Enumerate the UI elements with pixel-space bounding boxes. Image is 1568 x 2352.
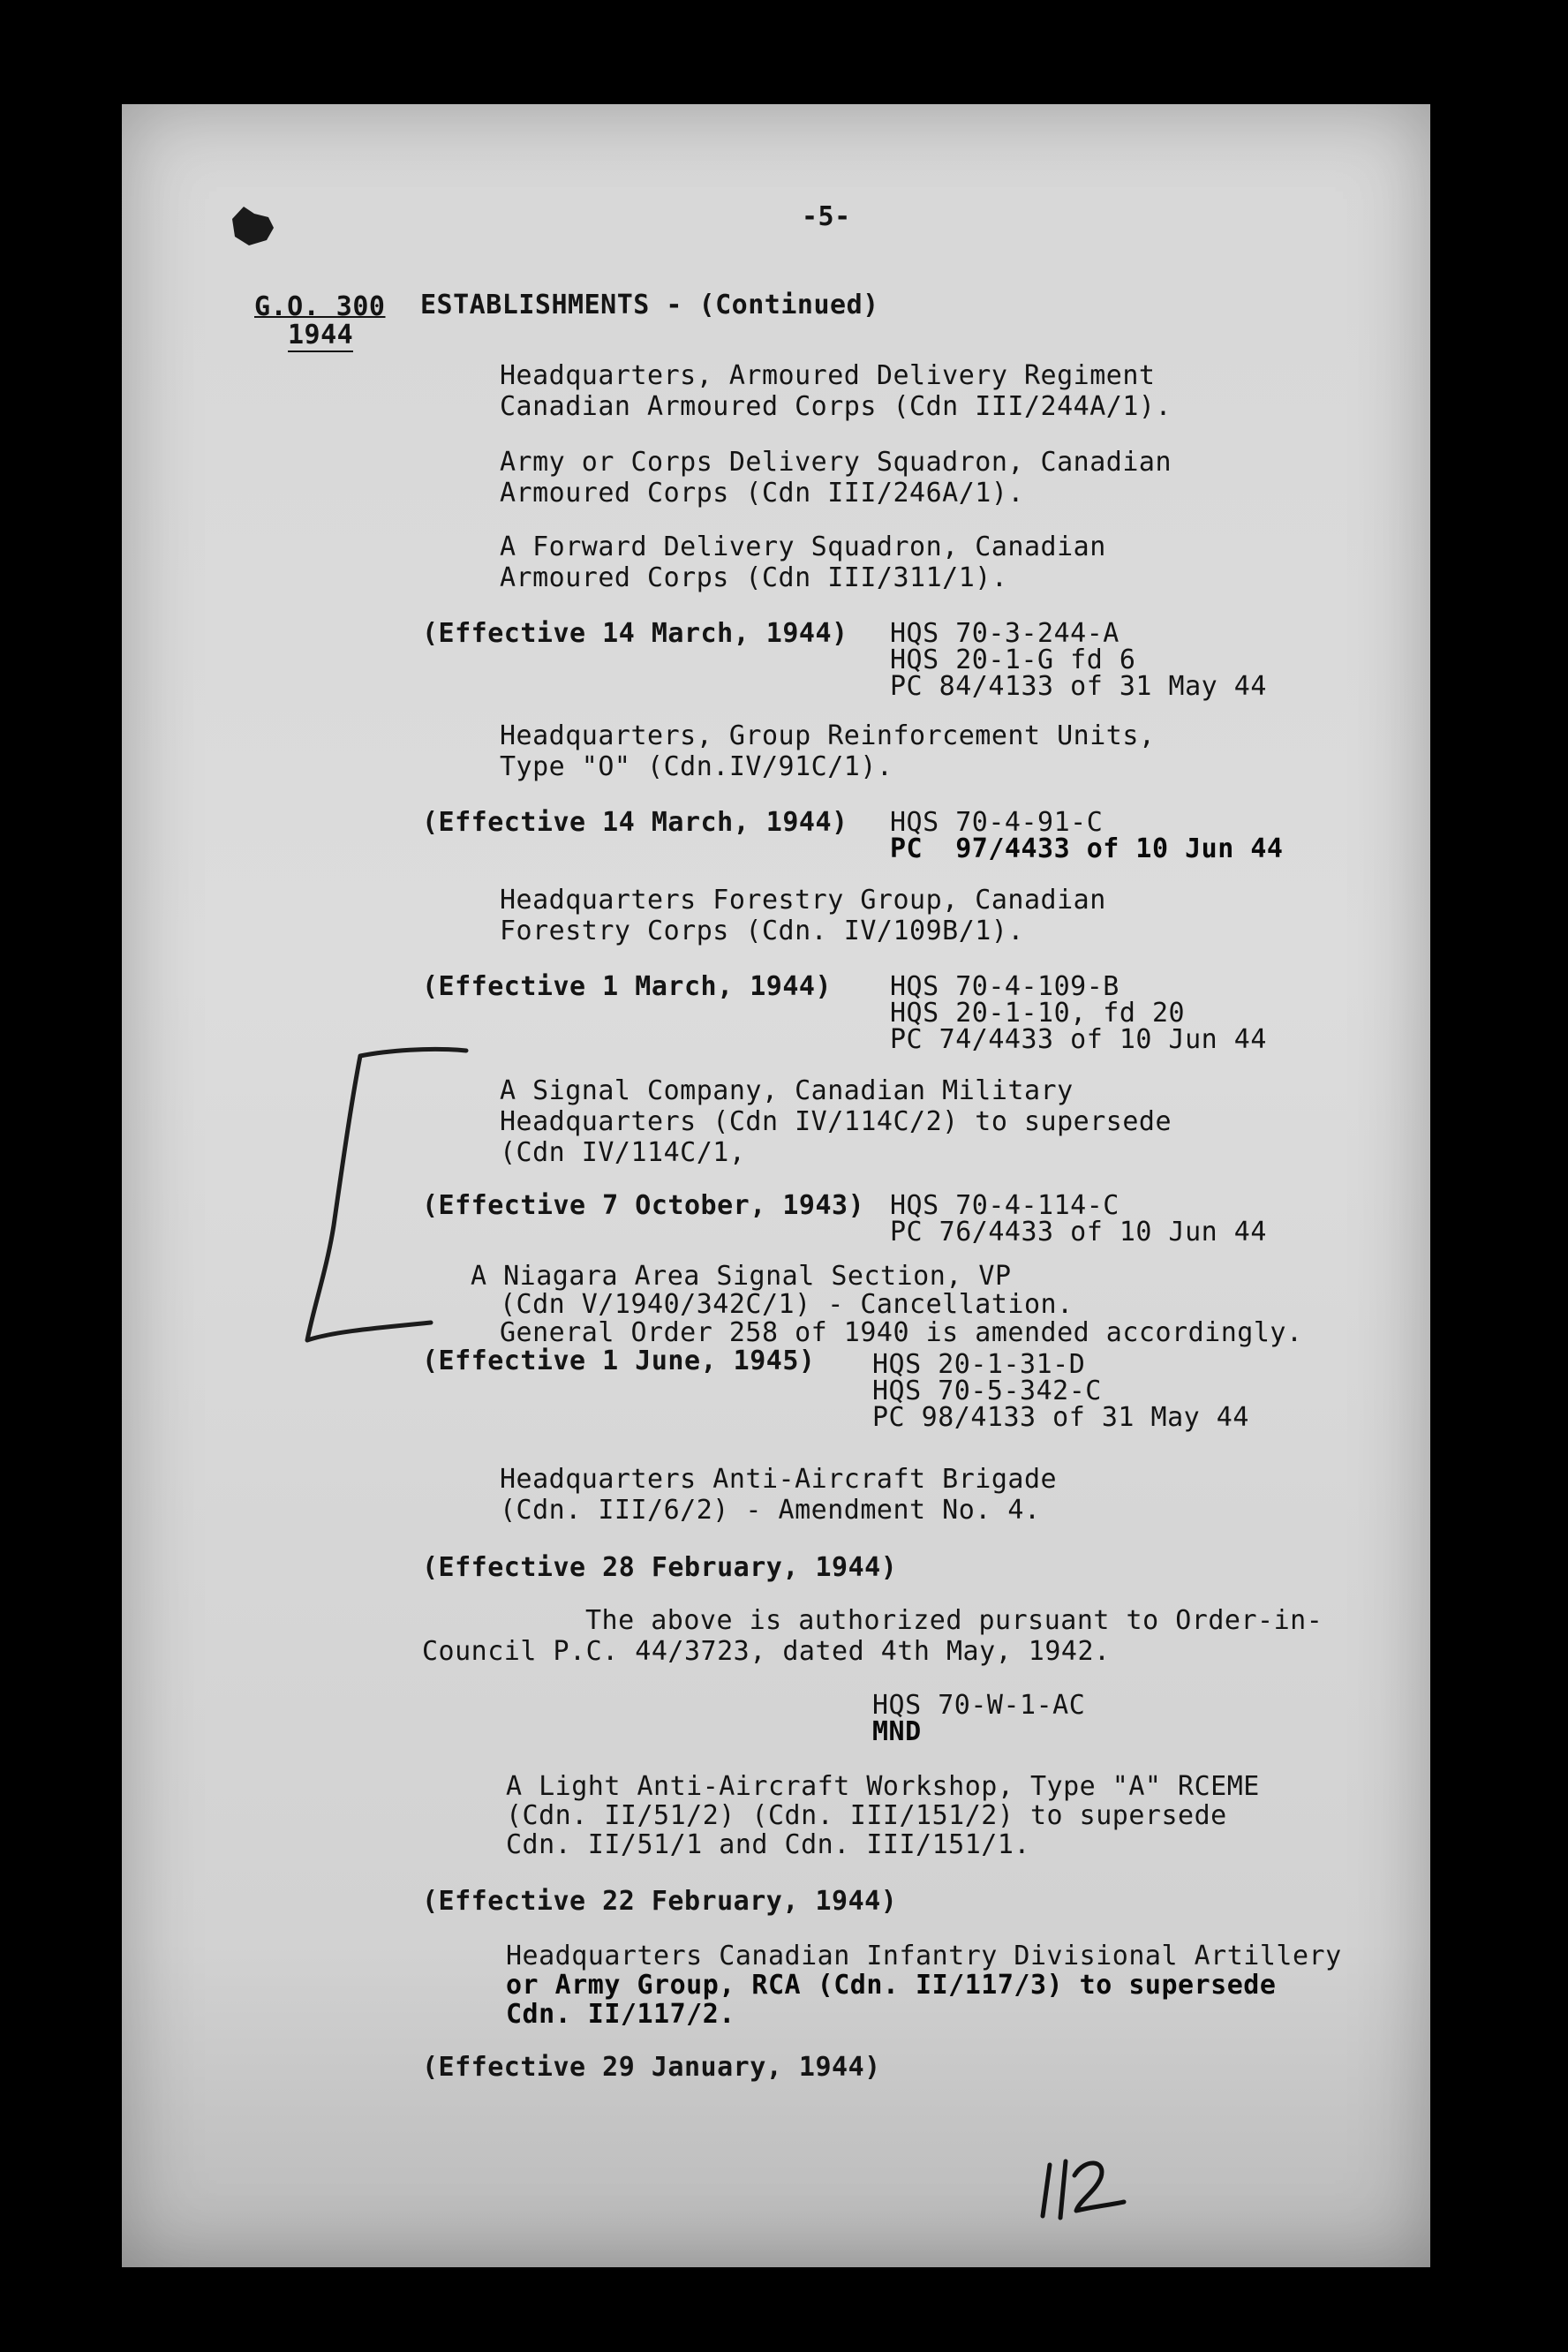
handwritten-page-mark: [1036, 2152, 1133, 2223]
entry-line: (Cdn V/1940/342C/1) - Cancellation.: [500, 1289, 1074, 1320]
section-title: ESTABLISHMENTS - (Continued): [420, 290, 879, 320]
entry-line: Cdn. II/51/1 and Cdn. III/151/1.: [506, 1829, 1030, 1860]
entry-line: Cdn. II/117/2.: [506, 1999, 735, 2030]
entry-line: Army or Corps Delivery Squadron, Canadian: [500, 447, 1172, 478]
entry-line: Headquarters, Group Reinforcement Units,: [500, 720, 1156, 751]
entry-line: Type "O" (Cdn.IV/91C/1).: [500, 751, 893, 782]
reference-line: HQS 70-4-91-C: [890, 807, 1104, 838]
entry-line: Headquarters, Armoured Delivery Regiment: [500, 360, 1156, 391]
entry-line: Armoured Corps (Cdn III/246A/1).: [500, 478, 1024, 509]
entry-line: Armoured Corps (Cdn III/311/1).: [500, 562, 1008, 593]
reference-line: PC 97/4433 of 10 Jun 44: [890, 833, 1284, 864]
paragraph-line: The above is authorized pursuant to Order-in-: [585, 1605, 1323, 1636]
page-number: -5-: [802, 201, 851, 232]
entry-line: Headquarters Forestry Group, Canadian: [500, 885, 1106, 916]
reference-line: HQS 70-4-114-C: [890, 1190, 1119, 1221]
entry-line: A Signal Company, Canadian Military: [500, 1075, 1074, 1106]
entry-line: A Niagara Area Signal Section, VP: [471, 1261, 1012, 1292]
reference-line: HQS 70-W-1-AC: [872, 1690, 1086, 1721]
corner-mark-icon: [228, 201, 281, 254]
entry-line: A Forward Delivery Squadron, Canadian: [500, 531, 1106, 562]
reference-line: MND: [872, 1716, 922, 1747]
entry-line: Headquarters (Cdn IV/114C/2) to supersede: [500, 1106, 1172, 1137]
effective-date: (Effective 22 February, 1944): [422, 1886, 898, 1917]
reference-line: HQS 70-4-109-B: [890, 971, 1119, 1002]
reference-line: HQS 70-3-244-A: [890, 618, 1119, 649]
effective-date: (Effective 14 March, 1944): [422, 618, 848, 649]
reference-line: PC 76/4433 of 10 Jun 44: [890, 1217, 1267, 1248]
effective-date: (Effective 1 March, 1944): [422, 971, 833, 1002]
entry-line: General Order 258 of 1940 is amended accordingly.: [500, 1317, 1303, 1348]
effective-date: (Effective 14 March, 1944): [422, 807, 848, 838]
reference-line: PC 84/4133 of 31 May 44: [890, 671, 1267, 702]
reference-line: HQS 20-1-31-D: [872, 1349, 1086, 1380]
effective-date: (Effective 1 June, 1945): [422, 1346, 816, 1376]
effective-date: (Effective 29 January, 1944): [422, 2052, 881, 2083]
effective-date: (Effective 28 February, 1944): [422, 1552, 898, 1583]
reference-line: HQS 20-1-G fd 6: [890, 645, 1136, 675]
reference-line: PC 74/4433 of 10 Jun 44: [890, 1024, 1267, 1055]
entry-line: Headquarters Anti-Aircraft Brigade: [500, 1464, 1058, 1495]
entry-line: Forestry Corps (Cdn. IV/109B/1).: [500, 916, 1024, 946]
entry-line: Canadian Armoured Corps (Cdn III/244A/1).: [500, 391, 1172, 422]
entry-line: (Cdn IV/114C/1,: [500, 1137, 746, 1168]
order-year: 1944: [288, 320, 354, 351]
reference-line: PC 98/4133 of 31 May 44: [872, 1402, 1249, 1433]
reference-line: HQS 20-1-10, fd 20: [890, 998, 1186, 1029]
entry-line: or Army Group, RCA (Cdn. II/117/3) to supersede: [506, 1970, 1277, 2001]
document-page: [122, 104, 1430, 2267]
order-number: G.O. 300: [254, 291, 386, 322]
paragraph-line: Council P.C. 44/3723, dated 4th May, 1942.: [422, 1636, 1111, 1667]
entry-line: A Light Anti-Aircraft Workshop, Type "A" RCEME: [506, 1771, 1260, 1802]
effective-date: (Effective 7 October, 1943): [422, 1190, 865, 1221]
entry-line: (Cdn. II/51/2) (Cdn. III/151/2) to supersede: [506, 1800, 1227, 1831]
entry-line: Headquarters Canadian Infantry Divisional Artillery: [506, 1941, 1342, 1971]
reference-line: HQS 70-5-342-C: [872, 1376, 1102, 1406]
entry-line: (Cdn. III/6/2) - Amendment No. 4.: [500, 1495, 1041, 1526]
